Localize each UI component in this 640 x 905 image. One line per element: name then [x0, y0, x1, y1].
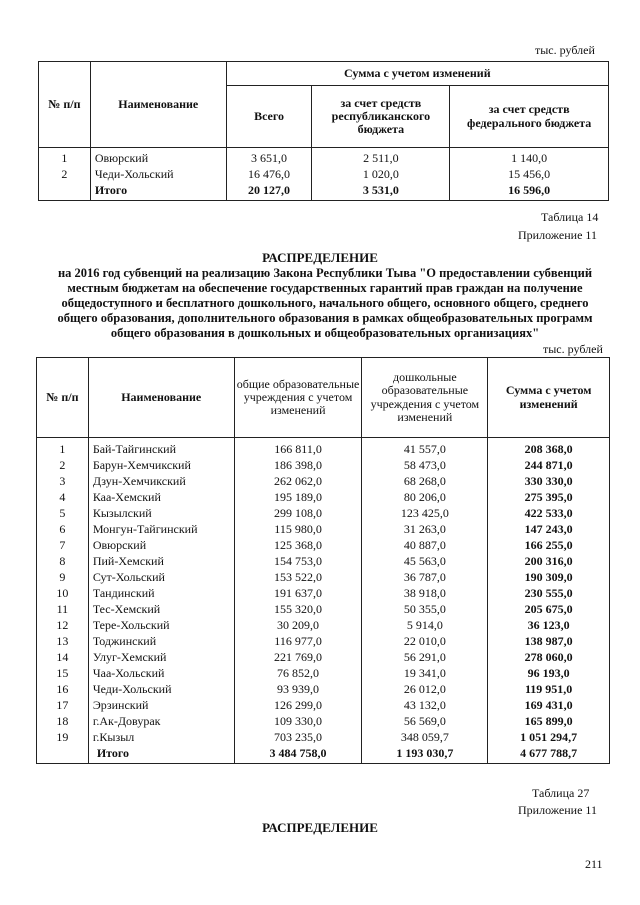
section-title: РАСПРЕДЕЛЕНИЕ: [262, 250, 378, 265]
table-row-num: 11: [56, 602, 69, 616]
table-row-name: Чеди-Хольский: [94, 167, 174, 181]
table-row-name: Монгун-Тайгинский: [92, 522, 198, 536]
table-row-num: 3: [59, 474, 66, 488]
table-row-sum: 230 555,0: [524, 586, 573, 600]
col-num-header: № п/п: [39, 62, 91, 148]
table-row-sum: 205 675,0: [524, 602, 573, 616]
table-row-name: г.Ак-Довурак: [92, 714, 161, 728]
table-row-preschool: 40 887,0: [403, 538, 446, 552]
table-row-name: Чаа-Хольский: [92, 666, 165, 680]
table-row-num: 14: [56, 650, 69, 664]
table-row-name: Сут-Хольский: [92, 570, 165, 584]
table-row-preschool: 45 563,0: [403, 554, 446, 568]
table-row-name: Кызылский: [92, 506, 152, 520]
table-row-num: 5: [59, 506, 66, 520]
table-row-preschool: 123 425,0: [400, 506, 449, 520]
col-sum-header: Сумма с учетом изменений: [488, 358, 610, 438]
table-row-general: 76 852,0: [277, 666, 320, 680]
table-row-federal: 1 140,0: [511, 151, 548, 165]
federal-column: [450, 148, 609, 201]
table-row-num: 15: [56, 666, 69, 680]
col-federal-header: за счет средств федерального бюджета: [450, 86, 609, 148]
table-row-sum: 119 951,0: [524, 682, 573, 696]
section-title: РАСПРЕДЕЛЕНИЕ: [262, 820, 378, 835]
col-republic-header: за счет средств республиканского бюджета: [312, 86, 450, 148]
table-row-sum: 275 395,0: [524, 490, 573, 504]
table-row-name: г.Кызыл: [92, 730, 135, 744]
table-row-name: Овюрский: [92, 538, 147, 552]
table-row-general: 115 980,0: [274, 522, 322, 536]
num-column: [37, 438, 89, 764]
table-row-num: 10: [56, 586, 69, 600]
table-row-sum: 422 533,0: [524, 506, 573, 520]
table-row-sum: 147 243,0: [524, 522, 573, 536]
num-column: [39, 148, 91, 201]
table-row-preschool: 348 059,7: [400, 730, 449, 744]
table-row-num: 4: [59, 490, 66, 504]
table-row-preschool: 38 918,0: [403, 586, 446, 600]
table-row-sum: 165 899,0: [524, 714, 573, 728]
table-row-name: Барун-Хемчикский: [92, 458, 191, 472]
col-name-header: Наименование: [90, 62, 226, 148]
table-2: [36, 357, 610, 764]
table-row-preschool: 80 206,0: [403, 490, 446, 504]
table-row-general: 191 637,0: [274, 586, 323, 600]
table-row-preschool: 58 473,0: [403, 458, 446, 472]
table-row-preschool: 41 557,0: [403, 442, 446, 456]
table-row-name: Овюрский: [94, 151, 149, 165]
table-row-republic: 2 511,0: [363, 151, 399, 165]
table-row-general: 299 108,0: [274, 506, 323, 520]
table-row-general: 30 209,0: [277, 618, 320, 632]
table-row-num: 1: [59, 442, 66, 456]
table-row-general: 262 062,0: [274, 474, 323, 488]
table-row-general: 126 299,0: [274, 698, 323, 712]
sum-column: [488, 438, 610, 764]
table-row-preschool: 22 010,0: [403, 634, 446, 648]
table-row-num: 13: [56, 634, 69, 648]
total-column: [226, 148, 312, 201]
table-row-name: Чеди-Хольский: [92, 682, 172, 696]
table-row-general: 166 811,0: [274, 442, 322, 456]
table-row-general: 154 753,0: [274, 554, 323, 568]
itogo-sum: 4 677 788,7: [520, 746, 578, 760]
table-row-name: Тоджинский: [92, 634, 157, 648]
table-row-preschool: 50 355,0: [403, 602, 446, 616]
table-row-num: 2: [61, 167, 68, 181]
table-row-preschool: 19 341,0: [403, 666, 446, 680]
itogo-republic: 3 531,0: [362, 183, 399, 197]
page-number: 211: [585, 857, 603, 871]
table-row-preschool: 68 268,0: [403, 474, 446, 488]
table-row-general: 125 368,0: [274, 538, 323, 552]
subtitle-line: общего образования, дополнительного образования в рамках общеобразовательных программ: [57, 311, 593, 325]
table-row-general: 155 320,0: [274, 602, 323, 616]
table-row-sum: 96 193,0: [527, 666, 570, 680]
table-row-sum: 208 368,0: [524, 442, 573, 456]
subtitle-line: общедоступного и бесплатного дошкольного, начального общего, основного общего, среднего: [61, 296, 589, 310]
table-row-num: 9: [59, 570, 66, 584]
table-row-republic: 1 020,0: [362, 167, 399, 181]
table-row-sum: 200 316,0: [524, 554, 573, 568]
table-row-num: 16: [56, 682, 69, 696]
table-row-general: 186 398,0: [274, 458, 323, 472]
preschool-column: [362, 438, 488, 764]
table-row-num: 1: [61, 151, 68, 165]
table-row-sum: 138 987,0: [524, 634, 573, 648]
col-preschool-header: дошкольные образовательные учреждения с учетом изменений: [362, 358, 488, 438]
table-row-sum: 278 060,0: [524, 650, 573, 664]
table-row-name: Пий-Хемский: [92, 554, 164, 568]
table-row-name: Дзун-Хемчикский: [92, 474, 186, 488]
itogo-preschool: 1 193 030,7: [396, 746, 454, 760]
table-row-num: 6: [59, 522, 66, 536]
table-row-general: 116 977,0: [274, 634, 322, 648]
table-row-sum: 169 431,0: [524, 698, 573, 712]
general-column: [234, 438, 362, 764]
subtitle-line: местным бюджетам на обеспечение государственных гарантий прав граждан на получение: [67, 281, 583, 295]
table-row-num: 7: [59, 538, 66, 552]
table-row-num: 17: [56, 698, 69, 712]
table-row-name: Эрзинский: [92, 698, 149, 712]
appendix-label: Приложение 11: [518, 228, 597, 242]
table-number-label: Таблица 14: [541, 210, 599, 224]
section-subtitle: [40, 266, 610, 341]
table-row-preschool: 56 291,0: [403, 650, 446, 664]
table-1: [38, 61, 609, 201]
table-row-name: Улуг-Хемский: [92, 650, 167, 664]
table-row-sum: 166 255,0: [524, 538, 573, 552]
name-column: [90, 148, 226, 201]
table-row-total: 16 476,0: [248, 167, 291, 181]
itogo-total: 20 127,0: [248, 183, 291, 197]
table-row-general: 153 522,0: [274, 570, 323, 584]
table-row-num: 19: [56, 730, 69, 744]
table-row-preschool: 26 012,0: [403, 682, 446, 696]
table-row-preschool: 31 263,0: [403, 522, 446, 536]
table-row-name: Каа-Хемский: [92, 490, 161, 504]
table-row-total: 3 651,0: [251, 151, 288, 165]
republic-column: [312, 148, 450, 201]
itogo-federal: 16 596,0: [508, 183, 551, 197]
table-row-general: 195 189,0: [274, 490, 323, 504]
table-row-preschool: 56 569,0: [403, 714, 446, 728]
col-total-header: Всего: [226, 86, 312, 148]
table-row-preschool: 43 132,0: [403, 698, 446, 712]
table-row-name: Тес-Хемский: [92, 602, 161, 616]
table-row-num: 18: [56, 714, 69, 728]
subtitle-line: общего образования в дошкольных и общеобразовательных организациях": [110, 326, 540, 340]
col-num-header: № п/п: [37, 358, 89, 438]
table-row-general: 703 235,0: [274, 730, 323, 744]
itogo-general: 3 484 758,0: [269, 746, 327, 760]
table-row-general: 93 939,0: [277, 682, 320, 696]
itogo-label: Итого: [96, 746, 130, 760]
table-row-name: Бай-Тайгинский: [92, 442, 176, 456]
units-label-1: тыс. рублей: [535, 43, 595, 57]
table-row-num: 8: [59, 554, 66, 568]
col-name-header: Наименование: [88, 358, 234, 438]
itogo-label: Итого: [94, 183, 128, 197]
table-row-name: Тере-Хольский: [92, 618, 170, 632]
table-row-general: 109 330,0: [274, 714, 323, 728]
units-label-2: тыс. рублей: [543, 342, 603, 356]
subtitle-line: на 2016 год субвенций на реализацию Закона Республики Тыва "О предоставлении субвенций: [57, 266, 593, 280]
table-row-num: 2: [59, 458, 66, 472]
table-number-label: Таблица 27: [532, 786, 590, 800]
table-row-general: 221 769,0: [274, 650, 323, 664]
table-row-preschool: 36 787,0: [403, 570, 446, 584]
table-row-sum: 36 123,0: [527, 618, 570, 632]
name-column: [88, 438, 234, 764]
col-group-header: Сумма с учетом изменений: [226, 62, 608, 86]
table-row-sum: 244 871,0: [524, 458, 573, 472]
table-row-sum: 330 330,0: [524, 474, 573, 488]
table-row-sum: 190 309,0: [524, 570, 573, 584]
col-general-header: общие образовательные учреждения с учетом изменений: [234, 358, 362, 438]
table-row-sum: 1 051 294,7: [520, 730, 578, 744]
table-row-name: Тандинский: [92, 586, 155, 600]
appendix-label: Приложение 11: [518, 803, 597, 817]
table-row-num: 12: [56, 618, 69, 632]
table-row-preschool: 5 914,0: [406, 618, 443, 632]
table-row-federal: 15 456,0: [508, 167, 551, 181]
